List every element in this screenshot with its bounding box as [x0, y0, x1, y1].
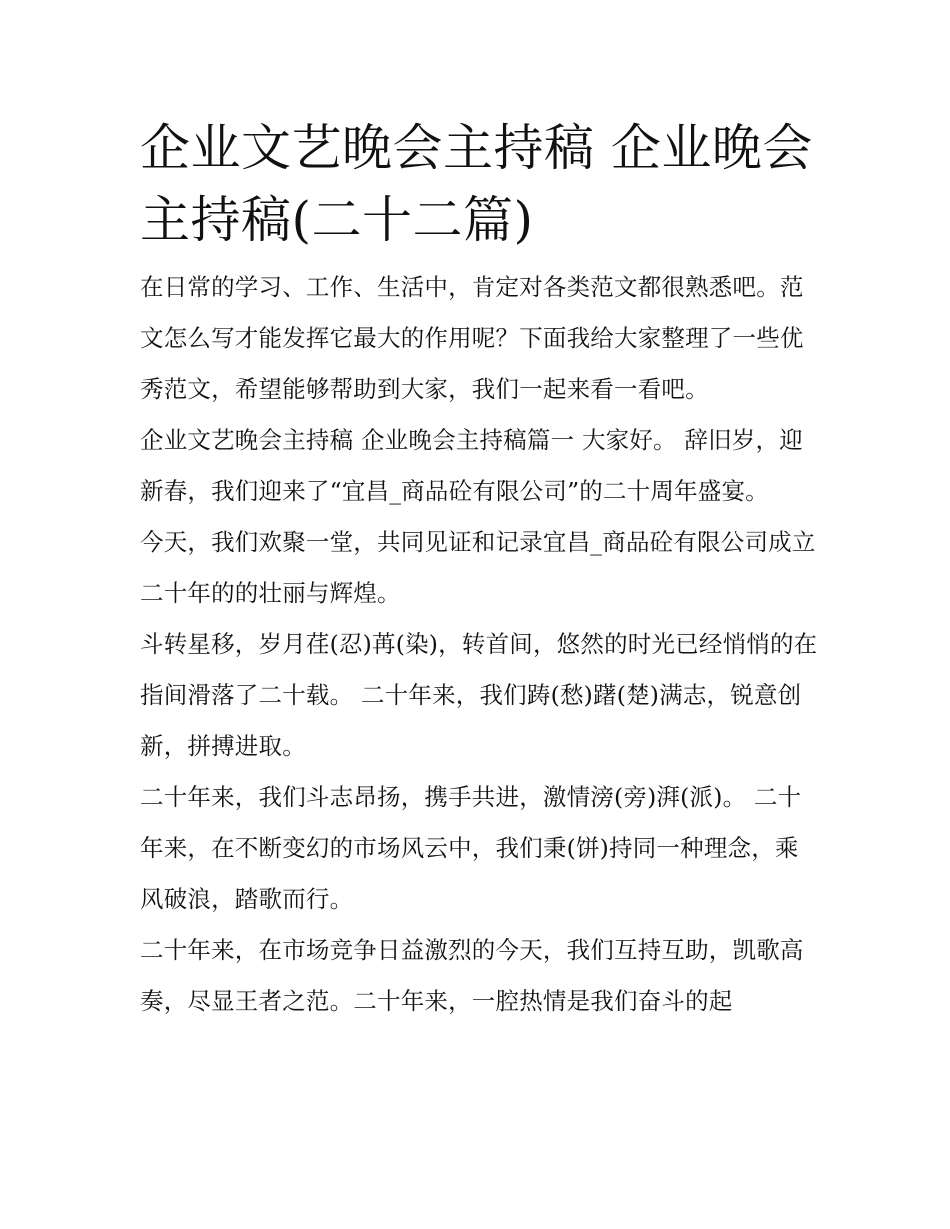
paragraph-intro: 在日常的学习、工作、生活中，肯定对各类范文都很熟悉吧。范文怎么写才能发挥它最大的作用呢？下面我给大家整理了一些优秀范文，希望能够帮助到大家，我们一起来看一看吧。: [140, 273, 804, 403]
paragraph-time-passing: 斗转星移，岁月荏(忍)苒(染)，转首间，悠然的时光已经悄悄的在指间滑落了二十载。 二十年来，我们踌(愁)躇(楚)满志，锐意创新，拼搏进取。: [140, 630, 818, 760]
paragraph-competition: 二十年来，在市场竞争日益激烈的今天，我们互持互助，凯歌高奏，尽显王者之范。二十年来，一腔热情是我们奋斗的起: [140, 936, 804, 1015]
paragraph-spirit: 二十年来，我们斗志昂扬，携手共进，激情滂(旁)湃(派)。 二十年来，在不断变幻的市场风云中，我们秉(饼)持同一种理念，乘风破浪，踏歌而行。: [140, 783, 802, 913]
paragraph-greeting: 企业文艺晚会主持稿 企业晚会主持稿篇一 大家好。 辞旧岁，迎新春，我们迎来了“宜昌_商品砼有限公司”的二十周年盛宴。: [140, 426, 803, 505]
paragraph-gathering: 今天，我们欢聚一堂，共同见证和记录宜昌_商品砼有限公司成立二十年的的壮丽与辉煌。: [140, 528, 816, 607]
document-body: [140, 112, 820, 1027]
document-title: 企业文艺晚会主持稿 企业晚会主持稿(二十二篇): [140, 119, 813, 249]
